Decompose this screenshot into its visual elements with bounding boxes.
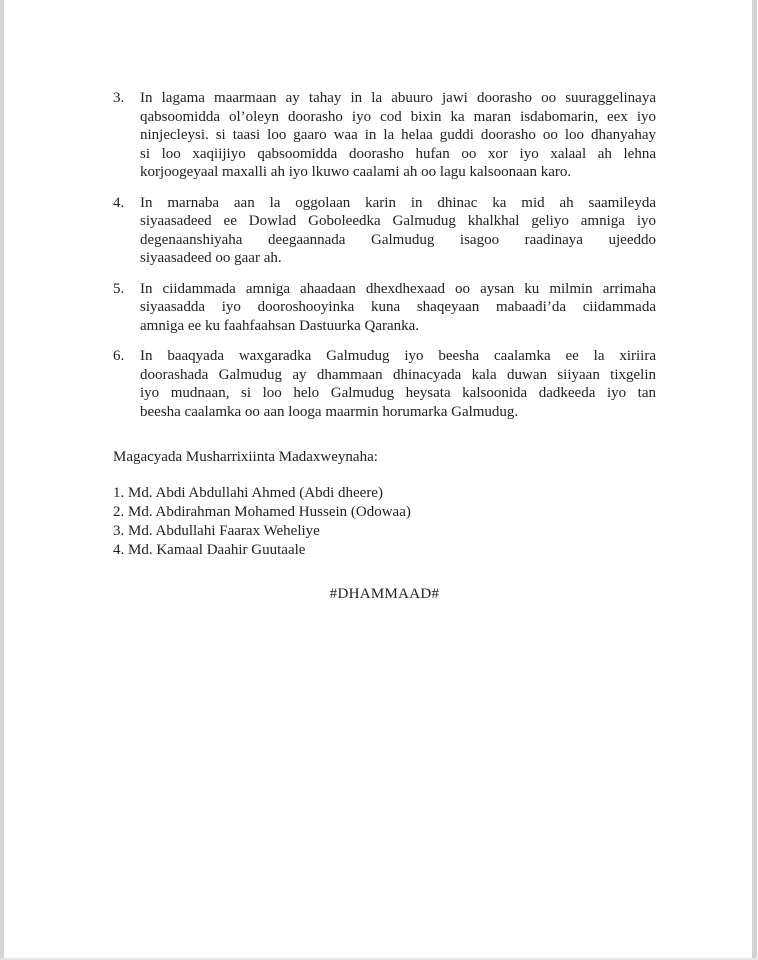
item-number: 6. <box>113 348 125 364</box>
text-line: korjoogeyaal maxalli ah iyo lkuwo caalami ah oo lagu kalsoonaan karo. <box>140 164 572 180</box>
candidate-line: 3. Md. Abdullahi Faarax Weheliye <box>113 522 320 539</box>
text-line: qabsoomidda ol’oleyn doorasho iyo cod bixin ka maran isdabomarin, eex iyo <box>140 108 656 125</box>
page-edge-left <box>0 0 4 960</box>
numbered-item <box>113 347 656 421</box>
document-body <box>113 89 656 603</box>
item-text <box>140 89 656 182</box>
text-line: si loo xaqiijiyo qabsoomidda doorasho hufan oo xor iyo xalaal ah lehna <box>140 145 656 162</box>
numbered-item <box>113 194 656 268</box>
candidates-heading: Magacyada Musharrixiinta Madaxweynaha: <box>113 449 378 465</box>
text-line: amniga ee ku faahfaahsan Dastuurka Qaranka. <box>140 317 420 334</box>
text-line: iyo mudnaan, si loo helo Galmudug heysata kalsoonida dadkeeda iyo tan <box>140 385 656 401</box>
text-line: In marnaba aan la oggolaan karin in dhinac ka mid ah saamileyda <box>140 194 656 211</box>
numbered-item <box>113 280 656 336</box>
item-text <box>140 347 656 421</box>
item-number: 4. <box>113 194 125 211</box>
numbered-item <box>113 89 656 182</box>
text-line: siyaasadda iyo dooroshooyinka kuna shaqeyaan mabaadi’da ciidammada <box>140 299 656 315</box>
item-number: 5. <box>113 280 125 297</box>
candidate-line: 2. Md. Abdirahman Mohamed Hussein (Odowaa) <box>113 503 411 520</box>
candidate-line: 1. Md. Abdi Abdullahi Ahmed (Abdi dheere) <box>113 484 383 501</box>
text-line: In ciidammada amniga ahaadaan dhexdhexaad oo aysan ku milmin arrimaha <box>140 280 656 297</box>
page-edge-right <box>752 0 757 960</box>
text-line: siyaasadeed oo gaar ah. <box>140 250 282 266</box>
text-line: beesha caalamka oo aan looga maarmin horumarka Galmudug. <box>140 403 519 420</box>
text-line: degenaanshiyaha deegaannada Galmudug isagoo raadinaya ujeeddo <box>140 231 656 248</box>
text-line: In lagama maarmaan ay tahay in la abuuro jawi doorasho oo suuraggelinaya <box>140 90 656 106</box>
text-line: In baaqyada waxgaradka Galmudug iyo beesha caalamka ee la xiriira <box>140 348 656 364</box>
end-marker: #DHAMMAAD# <box>329 585 440 602</box>
candidates-list <box>113 484 656 560</box>
text-line: doorashada Galmudug ay dhammaan dhinacyada kala duwan siiyaan tixgelin <box>140 366 656 383</box>
item-text <box>140 194 656 268</box>
text-line: siyaasadeed ee Dowlad Goboleedka Galmudug khalkhal geliyo amniga iyo <box>140 213 656 229</box>
numbered-list <box>113 89 656 421</box>
item-number: 3. <box>113 90 125 106</box>
item-text <box>140 280 656 336</box>
text-line: ninjecleysi. si taasi loo gaaro waa in la helaa guddi doorasho oo loo dhanyahay <box>140 127 656 143</box>
candidate-line: 4. Md. Kamaal Daahir Guutaale <box>113 541 306 558</box>
